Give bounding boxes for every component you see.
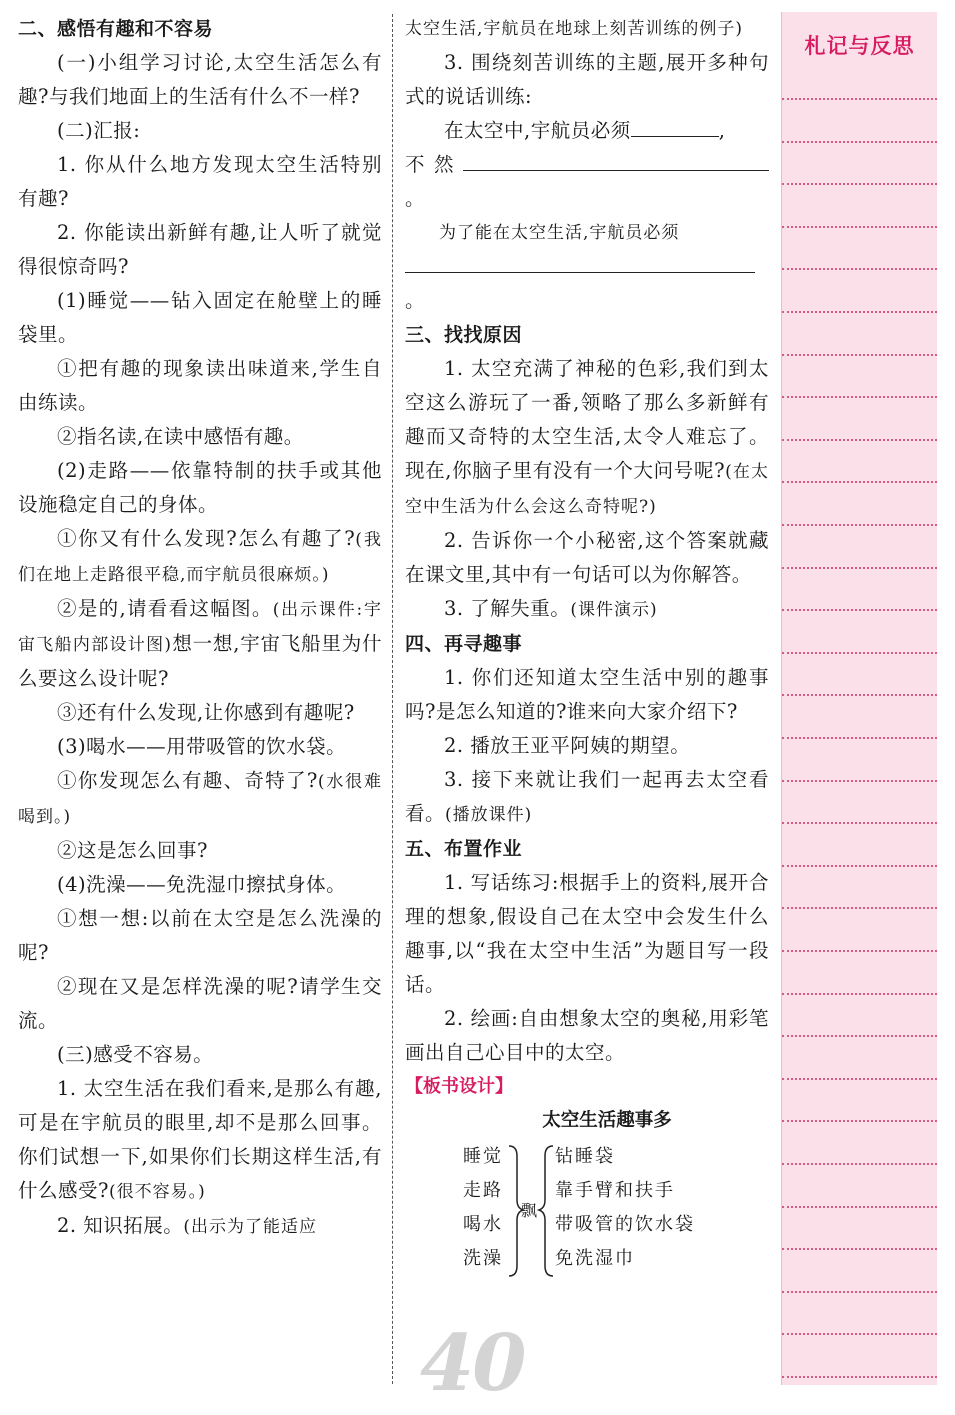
board-left-item: 洗澡 bbox=[463, 1248, 503, 1269]
note-line bbox=[782, 1078, 937, 1080]
punctuation: , bbox=[718, 119, 726, 142]
board-left-item: 喝水 bbox=[463, 1214, 503, 1235]
note-line bbox=[782, 1163, 937, 1165]
paragraph: 太空生活,宇航员在地球上刻苦训练的例子) bbox=[405, 19, 744, 39]
answer-note: (我们在地上走路很平稳,而宇航员很麻烦。) bbox=[18, 530, 382, 585]
note-line bbox=[782, 98, 937, 100]
paragraph bbox=[18, 522, 382, 592]
section-heading: 三、找找原因 bbox=[405, 324, 523, 346]
paragraph bbox=[18, 1209, 382, 1244]
note-line bbox=[782, 1376, 937, 1378]
sentence-practice: 为了能在太空生活,宇航员必须 bbox=[439, 223, 680, 243]
board-braces bbox=[405, 1142, 565, 1280]
fill-blank bbox=[463, 150, 769, 171]
punctuation: 。 bbox=[405, 187, 426, 210]
fill-blank bbox=[405, 252, 755, 273]
note-line bbox=[782, 354, 937, 356]
paragraph: (4)洗澡——免洗湿巾擦拭身体。 bbox=[57, 873, 347, 896]
paragraph: (3)喝水——用带吸管的饮水袋。 bbox=[57, 735, 347, 758]
paragraph: ①把有趣的现象读出味道来,学生自由练读。 bbox=[18, 357, 382, 414]
left-column bbox=[18, 12, 382, 1244]
note-line bbox=[782, 1291, 937, 1293]
paragraph-text: ①你发现怎么有趣、奇特了? bbox=[57, 769, 318, 792]
note-line bbox=[782, 609, 937, 611]
paragraph: 2. 绘画:自由想象太空的奥秘,用彩笔画出自己心目中的太空。 bbox=[405, 1007, 769, 1064]
note-line bbox=[782, 694, 937, 696]
note-line bbox=[782, 1333, 937, 1335]
sentence-practice bbox=[405, 114, 769, 148]
paragraph-text: 想一想,宇宙飞船里为什么要这么设计呢? bbox=[18, 632, 382, 690]
paragraph: 2. 播放王亚平阿姨的期望。 bbox=[444, 734, 691, 757]
paragraph bbox=[405, 592, 769, 627]
board-left-item: 睡觉 bbox=[463, 1146, 503, 1167]
note-line bbox=[782, 268, 937, 270]
courseware-note: (出示为了能适应 bbox=[183, 1217, 317, 1237]
board-center-word: 飘 bbox=[521, 1201, 540, 1220]
note-line bbox=[782, 907, 937, 909]
section-heading: 五、布置作业 bbox=[405, 838, 523, 860]
sentence-prompt: 在太空中,宇航员必须 bbox=[444, 119, 631, 142]
paragraph-text: 3. 接下来就让我们一起再去太空看看。 bbox=[405, 768, 769, 825]
note-line bbox=[782, 1035, 937, 1037]
paragraph-text: 1. 太空生活在我们看来,是那么有趣,可是在宇航员的眼里,却不是那么回事。你们试想一下,如果你们长期这样生活,有什么感受? bbox=[18, 1077, 382, 1202]
courseware-note: (播放课件) bbox=[445, 805, 533, 825]
note-line bbox=[782, 481, 937, 483]
note-line bbox=[782, 311, 937, 313]
board-design bbox=[405, 1142, 769, 1280]
fill-blank bbox=[631, 116, 719, 137]
paragraph: (1)睡觉——钻入固定在舱壁上的睡袋里。 bbox=[18, 289, 382, 346]
note-line bbox=[782, 780, 937, 782]
board-title: 太空生活趣事多 bbox=[542, 1110, 672, 1131]
answer-note: (很不容易。) bbox=[108, 1182, 206, 1202]
note-line bbox=[782, 567, 937, 569]
note-line bbox=[782, 737, 937, 739]
note-line bbox=[782, 993, 937, 995]
board-left-item: 走路 bbox=[463, 1180, 503, 1201]
note-line bbox=[782, 1206, 937, 1208]
paragraph bbox=[18, 592, 382, 696]
note-line bbox=[782, 950, 937, 952]
paragraph-text: ①你又有什么发现?怎么有趣了? bbox=[57, 527, 356, 550]
paragraph: ②现在又是怎样洗澡的呢?请学生交流。 bbox=[18, 975, 382, 1032]
paragraph: 1. 你从什么地方发现太空生活特别有趣? bbox=[18, 153, 382, 210]
paragraph bbox=[405, 763, 769, 832]
note-line bbox=[782, 524, 937, 526]
paragraph: (二)汇报: bbox=[57, 119, 141, 142]
notes-sidebar bbox=[781, 12, 937, 1385]
paragraph: 1. 写话练习:根据手上的资料,展开合理的想象,假设自己在太空中会发生什么趣事,以“我在太空中生活”为题目写一段话。 bbox=[405, 871, 769, 996]
paragraph-text: 3. 了解失重。 bbox=[444, 597, 571, 620]
paragraph: (三)感受不容易。 bbox=[57, 1043, 214, 1066]
sentence-prompt: 不然 bbox=[405, 153, 463, 176]
punctuation: 。 bbox=[405, 289, 426, 312]
paragraph bbox=[18, 1072, 382, 1209]
section-heading: 二、感悟有趣和不容易 bbox=[18, 18, 214, 40]
note-line bbox=[782, 396, 937, 398]
note-line bbox=[782, 439, 937, 441]
courseware-note: (课件演示) bbox=[570, 600, 658, 620]
page-number: 40 bbox=[420, 1318, 525, 1409]
paragraph: 2. 告诉你一个小秘密,这个答案就藏在课文里,其中有一句话可以为你解答。 bbox=[405, 529, 769, 586]
paragraph: 3. 围绕刻苦训练的主题,展开多种句式的说话训练: bbox=[405, 51, 769, 108]
courseware-note: (出示课件:宇宙飞船内部设计图) bbox=[18, 600, 382, 655]
paragraph bbox=[18, 764, 382, 834]
answer-note: (水很难喝到。) bbox=[18, 772, 382, 827]
sidebar-title: 札记与反思 bbox=[804, 34, 915, 58]
paragraph: 1. 你们还知道太空生活中别的趣事吗?是怎么知道的?谁来向大家介绍下? bbox=[405, 666, 769, 723]
section-heading: 四、再寻趣事 bbox=[405, 633, 523, 655]
note-line bbox=[782, 1120, 937, 1122]
paragraph-text: ②是的,请看看这幅图。 bbox=[57, 597, 273, 620]
middle-column bbox=[405, 12, 769, 1280]
sentence-practice bbox=[405, 148, 769, 216]
paragraph-text: 2. 知识拓展。 bbox=[57, 1214, 184, 1237]
board-design-label: 【板书设计】 bbox=[405, 1076, 513, 1097]
sentence-practice bbox=[405, 250, 769, 318]
paragraph: (一)小组学习讨论,太空生活怎么有趣?与我们地面上的生活有什么不一样? bbox=[18, 51, 382, 108]
paragraph: (2)走路——依靠特制的扶手或其他设施稳定自己的身体。 bbox=[18, 459, 382, 516]
paragraph: ②这是怎么回事? bbox=[57, 839, 208, 862]
note-line bbox=[782, 226, 937, 228]
paragraph: ②指名读,在读中感悟有趣。 bbox=[57, 425, 304, 448]
board-right-item: 带吸管的饮水袋 bbox=[555, 1214, 695, 1235]
column-divider bbox=[392, 14, 393, 1384]
note-line bbox=[782, 822, 937, 824]
paragraph bbox=[405, 352, 769, 524]
paragraph: 2. 你能读出新鲜有趣,让人听了就觉得很惊奇吗? bbox=[18, 221, 382, 278]
note-line bbox=[782, 183, 937, 185]
note-line bbox=[782, 865, 937, 867]
paragraph-text: 1. 太空充满了神秘的色彩,我们到太空这么游玩了一番,领略了那么多新鲜有趣而又奇特的太空生活,太令人难忘了。现在,你脑子里有没有一个大问号呢? bbox=[405, 357, 769, 482]
board-right-item: 免洗湿巾 bbox=[555, 1248, 635, 1269]
board-right-item: 靠手臂和扶手 bbox=[555, 1180, 675, 1201]
board-right-item: 钻睡袋 bbox=[555, 1146, 615, 1167]
paragraph: ③还有什么发现,让你感到有趣呢? bbox=[57, 701, 355, 724]
note-line bbox=[782, 652, 937, 654]
paragraph: ①想一想:以前在太空是怎么洗澡的呢? bbox=[18, 907, 382, 964]
note-line bbox=[782, 1248, 937, 1250]
note-line bbox=[782, 141, 937, 143]
answer-note: (在太空中生活为什么会这么奇特呢?) bbox=[405, 462, 769, 517]
